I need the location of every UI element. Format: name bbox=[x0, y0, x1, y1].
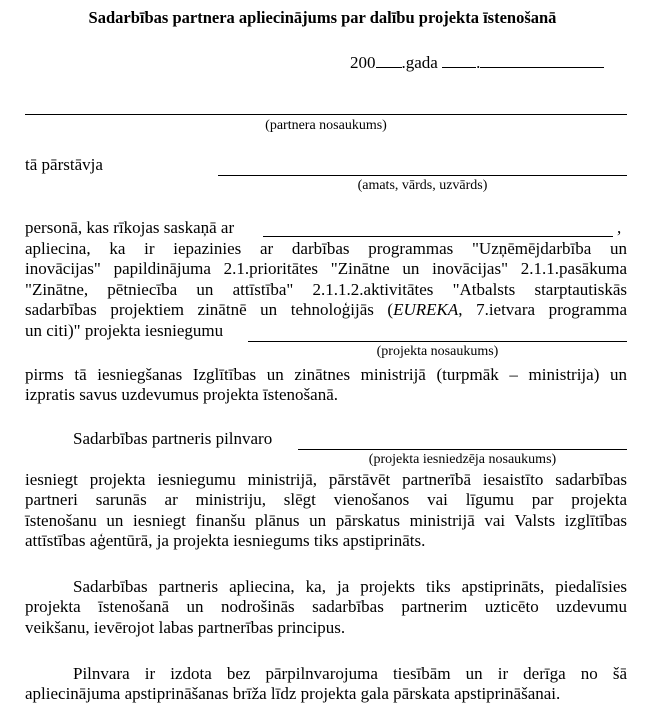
document-title: Sadarbības partnera apliecinājums par dalību projekta īstenošanā bbox=[88, 8, 557, 27]
para1-line5 bbox=[25, 300, 627, 320]
partner-name-line[interactable] bbox=[25, 114, 627, 115]
applicant-name-line[interactable] bbox=[298, 449, 627, 450]
date-line bbox=[350, 53, 604, 73]
representative-caption: (amats, vārds, uzvārds) bbox=[357, 178, 488, 193]
para3-line4: attīstības aģentūrā, ja projekta iesniegums tiks apstiprināts. bbox=[25, 530, 426, 550]
para1-body bbox=[25, 239, 627, 320]
para2-line2: izpratis savus uzdevumus projekta īstenošanā. bbox=[25, 385, 339, 405]
para1-line5-b: , 7.ietvara programma bbox=[458, 299, 627, 319]
legal-basis-line[interactable] bbox=[263, 236, 613, 237]
para4-line3: veikšanu, ievērojot labas partnerības principus. bbox=[25, 617, 346, 637]
project-name-caption: (projekta nosaukums) bbox=[376, 344, 499, 359]
para1-comma: , bbox=[617, 218, 622, 237]
para1-line2: apliecina, ka ir iepazinies ar darbības programmas "Uzņēmējdarbība un bbox=[25, 239, 627, 258]
para1-line6: un citi)" projekta iesniegumu bbox=[25, 321, 224, 340]
project-name-line[interactable] bbox=[248, 341, 627, 342]
para2-body bbox=[25, 365, 627, 406]
para3-line3: īstenošanu un iesniegt finanšu plānus un pārskatus ministrijā vai Valsts izglītības bbox=[25, 510, 627, 530]
gada-label: .gada bbox=[401, 53, 438, 72]
para4-line2: projekta īstenošanā un nodrošinās sadarbības partnerim uzticēto uzdevumu bbox=[25, 597, 627, 617]
para5-line1: Pilnvara ir izdota bez pārpilnvarojuma tiesībām un ir derīga no šā bbox=[73, 664, 627, 683]
para5-body bbox=[25, 664, 627, 705]
para3-body bbox=[25, 470, 627, 551]
year-prefix: 200 bbox=[350, 53, 376, 72]
para3-line1: iesniegt projekta iesniegumu ministrijā, pārstāvēt partnerībā iesaistīto sadarbības bbox=[25, 470, 627, 489]
para1-line5-a: sadarbības projektiem zinātnē un tehnoloģijās ( bbox=[25, 299, 394, 319]
para1-lead: personā, kas rīkojas saskaņā ar bbox=[25, 218, 235, 237]
month-blank[interactable] bbox=[480, 53, 604, 68]
applicant-name-caption: (projekta iesniedzēja nosaukums) bbox=[368, 452, 557, 467]
para4-body bbox=[25, 577, 627, 638]
para4-line1: Sadarbības partneris apliecina, ka, ja projekts tiks apstiprināts, piedalīsies bbox=[73, 577, 627, 596]
eureka-text: EUREKA bbox=[393, 299, 459, 319]
para3-lead: Sadarbības partneris pilnvaro bbox=[73, 429, 273, 448]
para3-line2: partneri sarunās ar ministriju, slēgt vienošanos vai līgumu par projekta bbox=[25, 490, 627, 510]
representative-label: tā pārstāvja bbox=[25, 155, 103, 174]
representative-line[interactable] bbox=[218, 175, 627, 176]
day-blank[interactable] bbox=[442, 53, 476, 68]
para1-line4: "Zinātne, pētniecība un attīstība" 2.1.1.2.aktivitātes "Atbalsts starptautiskās bbox=[25, 279, 627, 299]
para5-line2: apliecinājuma apstiprināšanas brīža līdz projekta gala pārskata apstiprināšanai. bbox=[25, 684, 561, 704]
year-blank[interactable] bbox=[376, 53, 402, 68]
para1-line3: inovācijas" papildinājuma 2.1.prioritātes "Zinātne un inovācijas" 2.1.1.pasākuma bbox=[25, 259, 627, 279]
partner-name-caption: (partnera nosaukums) bbox=[265, 118, 387, 133]
para2-line1: pirms tā iesniegšanas Izglītības un zinātnes ministrijā (turpmāk – ministrija) un bbox=[25, 365, 627, 384]
date-dot: . bbox=[476, 53, 481, 72]
